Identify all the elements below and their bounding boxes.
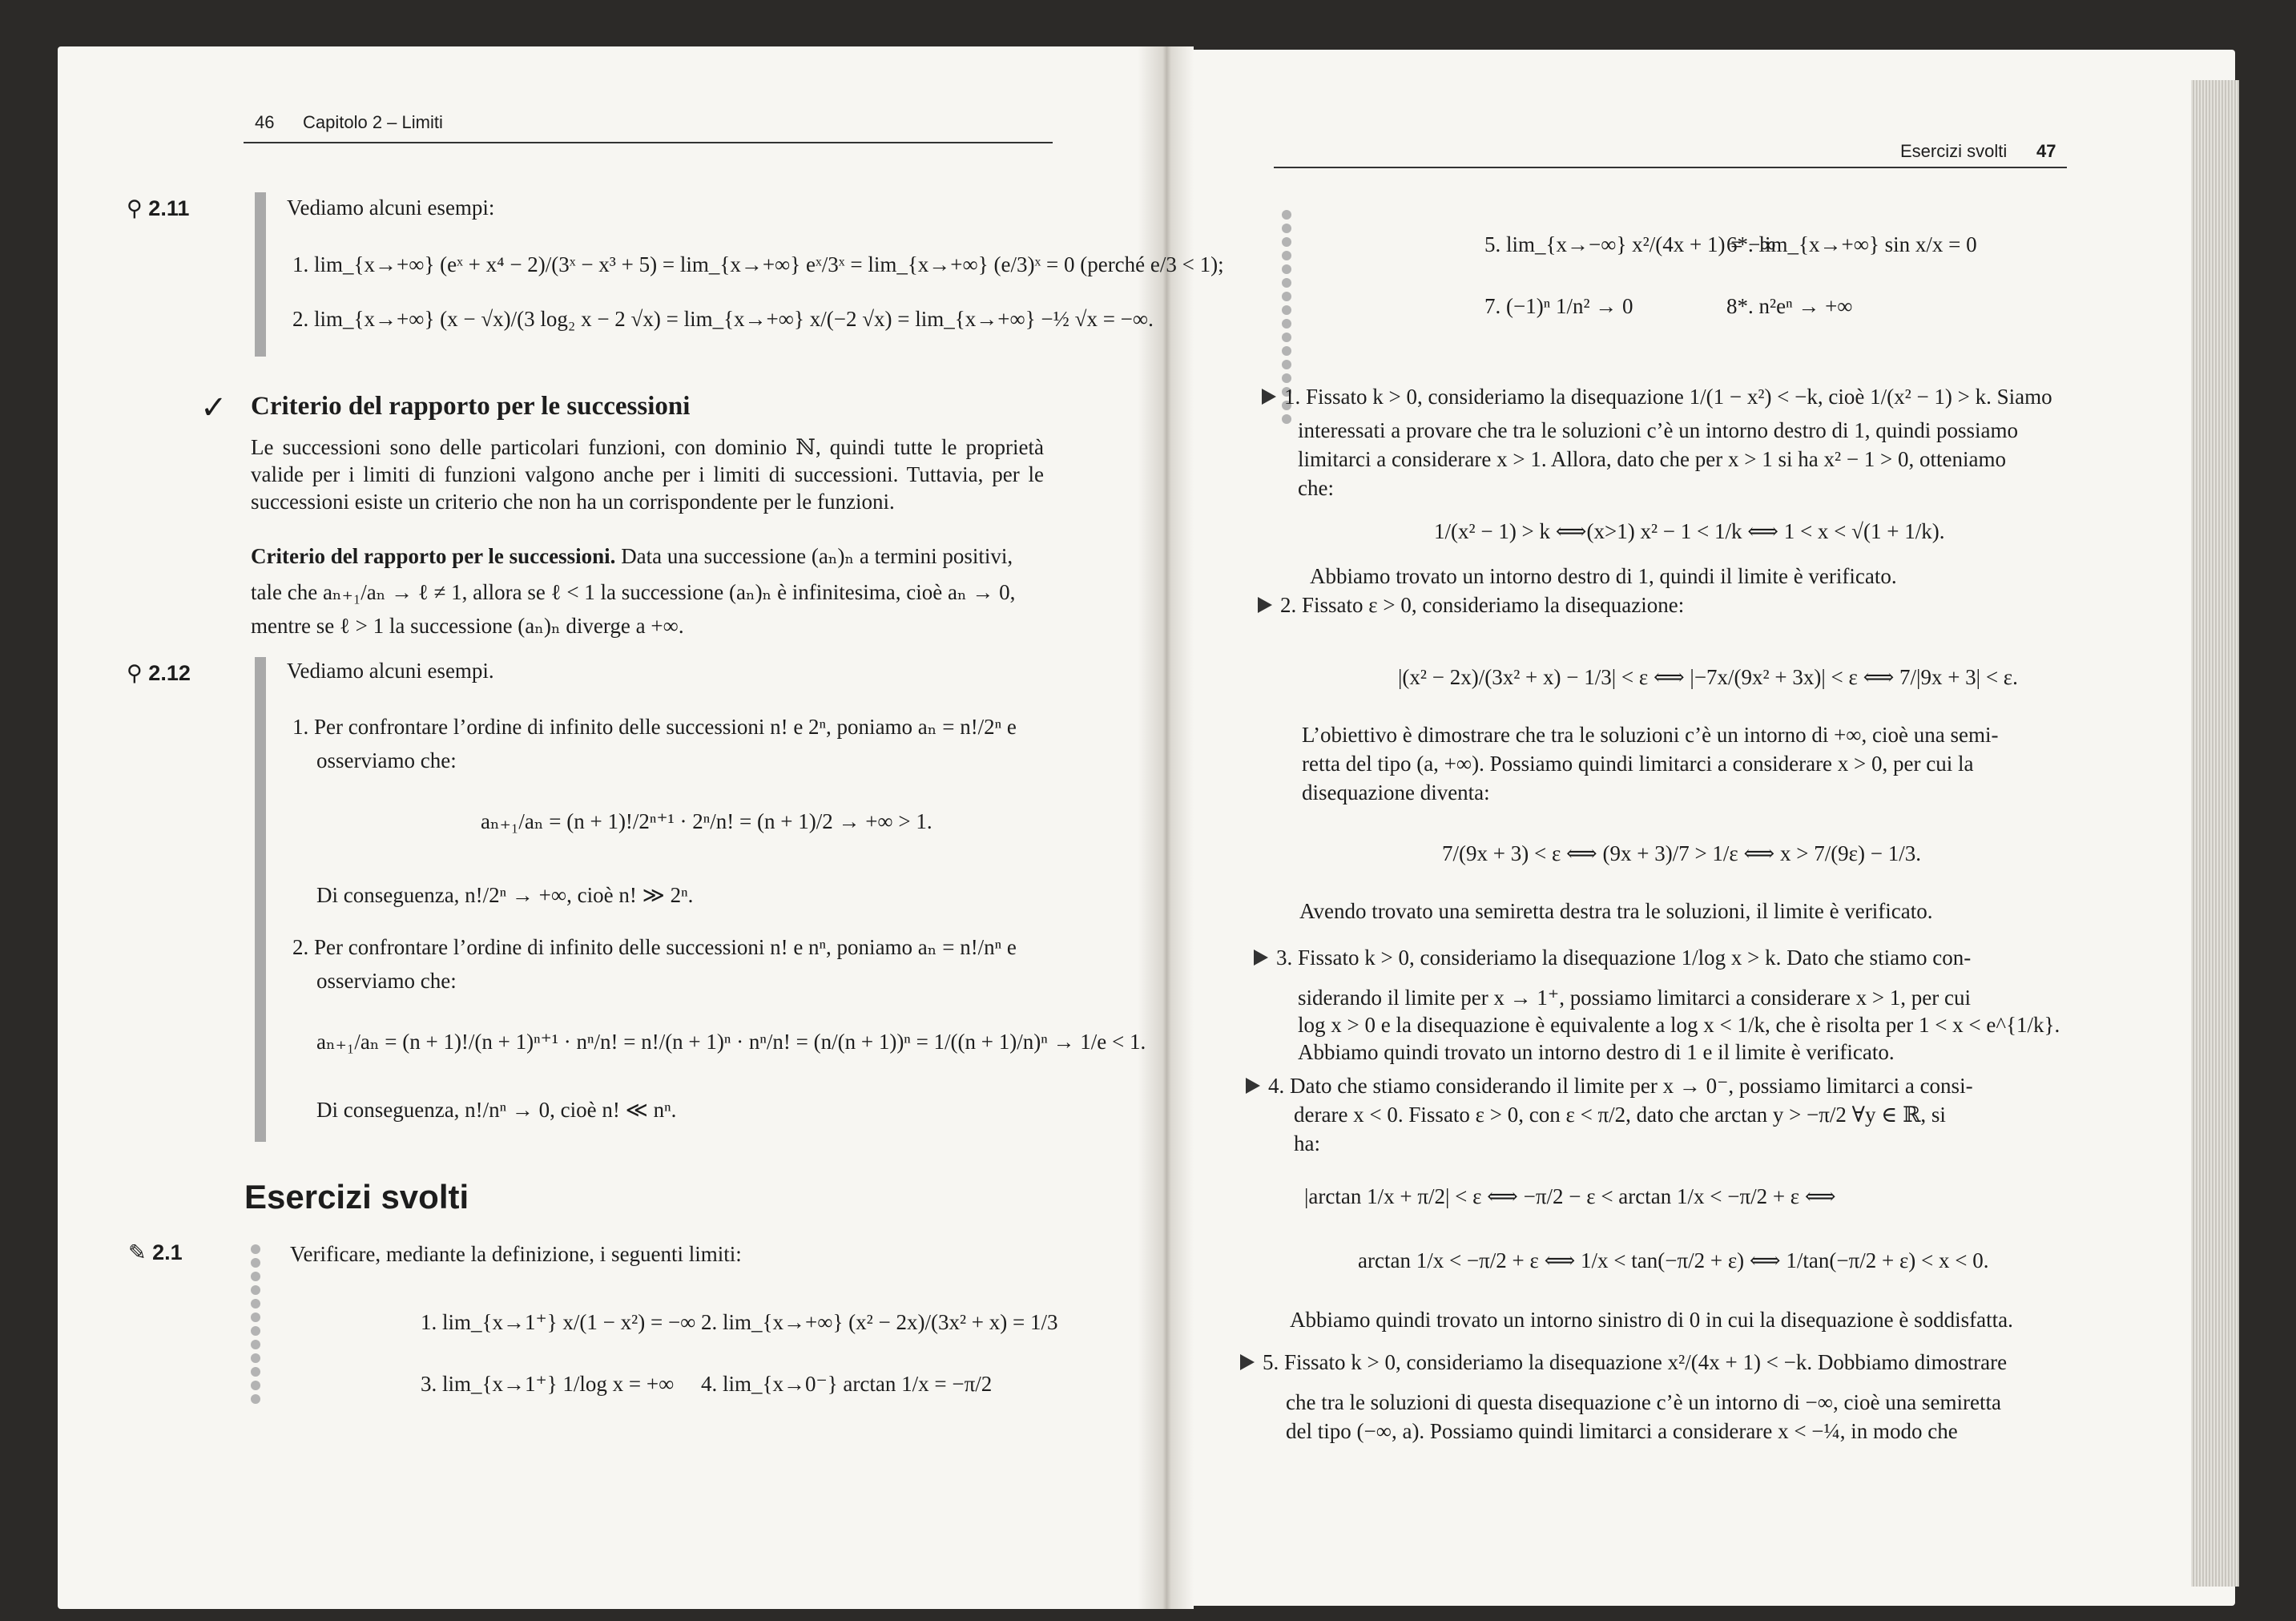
solution-1-line4: che: xyxy=(1298,476,1334,500)
solution-2-line1: 2. Fissato ε > 0, consideriamo la disequazione: xyxy=(1280,593,1685,617)
example-2-11-line1: 1. lim_{x→+∞} (eˣ + x⁴ − 2)/(3ˣ − x³ + 5) = lim_{x→+∞} eˣ/3ˣ = lim_{x→+∞} (e/3)ˣ = 0 (perché e/3 < 1); xyxy=(292,252,1224,276)
solution-2-arrow-icon xyxy=(1258,597,1272,613)
example-2-12-p2c: Di conseguenza, n!/nⁿ → 0, cioè n! ≪ nⁿ. xyxy=(316,1098,677,1122)
solution-2-line4: disequazione diventa: xyxy=(1302,780,1490,804)
solution-2-equation: |(x² − 2x)/(3x² + x) − 1/3| < ε ⟺ |−7x/(9x² + 3x)| < ε ⟺ 7/|9x + 3| < ε. xyxy=(1398,665,2018,689)
example-2-12-p2-eq: aₙ₊₁/aₙ = (n + 1)!/(n + 1)ⁿ⁺¹ · nⁿ/n! = n!/(n + 1)ⁿ · nⁿ/n! = (n/(n + 1))ⁿ = 1/((n + 1)/n)ⁿ → 1/e < 1. xyxy=(316,1030,1146,1054)
exercise-item-1: 1. lim_{x→1⁺} x/(1 − x²) = −∞ xyxy=(421,1310,696,1334)
solution-4-line3: ha: xyxy=(1294,1131,1320,1155)
theorem-text1: Data una successione (aₙ)ₙ a termini positivi, xyxy=(621,544,1013,568)
solution-4-equation1: |arctan 1/x + π/2| < ε ⟺ −π/2 − ε < arctan 1/x < −π/2 + ε ⟺ xyxy=(1304,1184,1836,1208)
solution-1-line3: limitarci a considerare x > 1. Allora, dato che per x > 1 si ha x² − 1 > 0, otteniamo xyxy=(1298,447,2007,471)
solution-1-arrow-icon xyxy=(1262,389,1276,405)
solution-2-equation2: 7/(9x + 3) < ε ⟺ (9x + 3)/7 > 1/ε ⟺ x > 7/(9ε) − 1/3. xyxy=(1442,841,1921,865)
solution-4-arrow-icon xyxy=(1246,1078,1260,1094)
exercise-2-1-intro: Verificare, mediante la definizione, i seguenti limiti: xyxy=(290,1242,742,1266)
exercise-item-2: 2. lim_{x→+∞} (x² − 2x)/(3x² + x) = 1/3 xyxy=(701,1310,1058,1334)
right-running-head: Esercizi svolti xyxy=(1900,141,2008,161)
theorem-line1 xyxy=(251,542,1013,570)
example-marker-2-11: ⚲ 2.11 xyxy=(127,196,190,220)
exercise-item-7: 7. (−1)ⁿ 1/n² → 0 xyxy=(1484,294,1633,318)
solution-1-line2: interessati a provare che tra le soluzioni c’è un intorno destro di 1, quindi possiamo xyxy=(1298,418,2019,442)
magnifier-icon: ⚲ xyxy=(127,661,143,685)
example-2-12-p2a: 2. Per confrontare l’ordine di infinito delle successioni n! e nⁿ, poniamo aₙ = n!/nⁿ e xyxy=(292,935,1017,959)
example-bar-2-11 xyxy=(255,192,266,357)
solution-1-end: Abbiamo trovato un intorno destro di 1, quindi il limite è verificato. xyxy=(1310,564,1897,588)
exercise-item-3: 3. lim_{x→1⁺} 1/log x = +∞ xyxy=(421,1372,675,1396)
wrench-icon: ✎ xyxy=(128,1240,147,1264)
solution-5-arrow-icon xyxy=(1240,1354,1255,1370)
example-2-12-p1b: osserviamo che: xyxy=(316,748,457,772)
page-edge-stack xyxy=(2191,80,2239,1587)
solution-2-line3: retta del tipo (a, +∞). Possiamo quindi limitarci a considerare x > 0, per cui la xyxy=(1302,752,1974,776)
exercise-item-4: 4. lim_{x→0⁻} arctan 1/x = −π/2 xyxy=(701,1372,993,1396)
right-header-rule xyxy=(1274,167,2067,168)
theorem-line3: mentre se ℓ > 1 la successione (aₙ)ₙ diverge a +∞. xyxy=(251,614,684,638)
exercise-item-8: 8*. n²eⁿ → +∞ xyxy=(1726,294,1853,318)
exercise-item-5: 5. lim_{x→−∞} x²/(4x + 1) = −∞ xyxy=(1484,232,1776,256)
solution-1-line1: 1. Fissato k > 0, consideriamo la disequazione 1/(1 − x²) < −k, cioè 1/(x² − 1) > k. Siamo xyxy=(1284,385,2052,409)
solution-4-line1: 4. Dato che stiamo considerando il limite per x → 0⁻, possiamo limitarci a consi- xyxy=(1268,1074,1973,1098)
exercises-title: Esercizi svolti xyxy=(244,1178,469,1216)
solution-5-line1: 5. Fissato k > 0, consideriamo la disequazione x²/(4x + 1) < −k. Dobbiamo dimostrare xyxy=(1263,1350,2008,1374)
left-running-head: Capitolo 2 – Limiti xyxy=(303,112,443,132)
exercise-marker-2-1: ✎ 2.1 xyxy=(128,1240,183,1264)
section-paragraph: Le successioni sono delle particolari funzioni, con dominio ℕ, quindi tutte le proprietà valide per i limiti di funzioni valgono anche per i limiti di successioni. Tuttavia, per le successioni esiste un criterio che non ha un corrispondente per le funzioni. xyxy=(251,435,1044,514)
solution-3-arrow-icon xyxy=(1254,950,1268,966)
left-header-rule xyxy=(244,142,1053,143)
theorem-line2: tale che aₙ₊₁/aₙ → ℓ ≠ 1, allora se ℓ < 1 la successione (aₙ)ₙ è infinitesima, cioè aₙ → 0, xyxy=(251,580,1016,604)
solution-3-line1: 3. Fissato k > 0, consideriamo la disequazione 1/log x > k. Dato che stiamo con- xyxy=(1276,946,1972,970)
exercise-item-6: 6*. lim_{x→+∞} sin x/x = 0 xyxy=(1726,232,1977,256)
solution-4-end: Abbiamo quindi trovato un intorno sinistro di 0 in cui la disequazione è soddisfatta. xyxy=(1290,1308,2013,1332)
right-page-number: 47 xyxy=(2036,141,2056,161)
solution-3-line2: siderando il limite per x → 1⁺, possiamo limitarci a considerare x > 1, per cui xyxy=(1298,986,1972,1010)
example-2-12-intro: Vediamo alcuni esempi. xyxy=(287,659,494,683)
example-2-11-intro: Vediamo alcuni esempi: xyxy=(287,196,495,220)
solution-2-line2: L’obiettivo è dimostrare che tra le soluzioni c’è un intorno di +∞, cioè una semi- xyxy=(1302,723,1999,747)
section-title: Criterio del rapporto per le successioni xyxy=(251,392,691,421)
solution-1-equation: 1/(x² − 1) > k ⟺(x>1) x² − 1 < 1/k ⟺ 1 < x < √(1 + 1/k). xyxy=(1434,519,1945,543)
book-gutter xyxy=(1138,46,1194,1609)
solution-3-line4: Abbiamo quindi trovato un intorno destro di 1 e il limite è verificato. xyxy=(1298,1040,1895,1064)
solution-3-line3: log x > 0 e la disequazione è equivalente a log x < 1/k, che è risolta per 1 < x < e^{1/k}. xyxy=(1298,1013,2060,1037)
solution-4-equation2: arctan 1/x < −π/2 + ε ⟺ 1/x < tan(−π/2 + ε) ⟺ 1/tan(−π/2 + ε) < x < 0. xyxy=(1358,1248,1989,1272)
example-2-11-line2: 2. lim_{x→+∞} (x − √x)/(3 log₂ x − 2 √x) = lim_{x→+∞} x/(−2 √x) = lim_{x→+∞} −½ √x = −∞. xyxy=(292,307,1154,331)
example-2-12-p2b: osserviamo che: xyxy=(316,969,457,993)
checkmark-icon: ✓ xyxy=(200,389,228,425)
theorem-title: Criterio del rapporto per le successioni. xyxy=(251,544,616,568)
example-2-12-p1a: 1. Per confrontare l’ordine di infinito delle successioni n! e 2ⁿ, poniamo aₙ = n!/2ⁿ e xyxy=(292,715,1017,739)
example-bar-2-12 xyxy=(255,657,266,1142)
example-marker-2-12: ⚲ 2.12 xyxy=(127,661,191,685)
example-2-12-p1-eq: aₙ₊₁/aₙ = (n + 1)!/2ⁿ⁺¹ · 2ⁿ/n! = (n + 1)/2 → +∞ > 1. xyxy=(481,809,932,833)
solution-2-end: Avendo trovato una semiretta destra tra le soluzioni, il limite è verificato. xyxy=(1299,899,1933,923)
solution-5-line3: del tipo (−∞, a). Possiamo quindi limitarci a considerare x < −¼, in modo che xyxy=(1286,1419,1958,1443)
exercise-dots xyxy=(251,1244,260,1408)
magnifier-icon: ⚲ xyxy=(127,196,143,220)
left-page-number: 46 xyxy=(255,112,275,132)
solution-4-line2: derare x < 0. Fissato ε > 0, con ε < π/2, dato che arctan y > −π/2 ∀y ∈ ℝ, si xyxy=(1294,1103,1946,1127)
example-2-12-p1c: Di conseguenza, n!/2ⁿ → +∞, cioè n! ≫ 2ⁿ. xyxy=(316,883,694,907)
solution-5-line2: che tra le soluzioni di questa disequazione c’è un intorno di −∞, cioè una semiretta xyxy=(1286,1390,2001,1414)
